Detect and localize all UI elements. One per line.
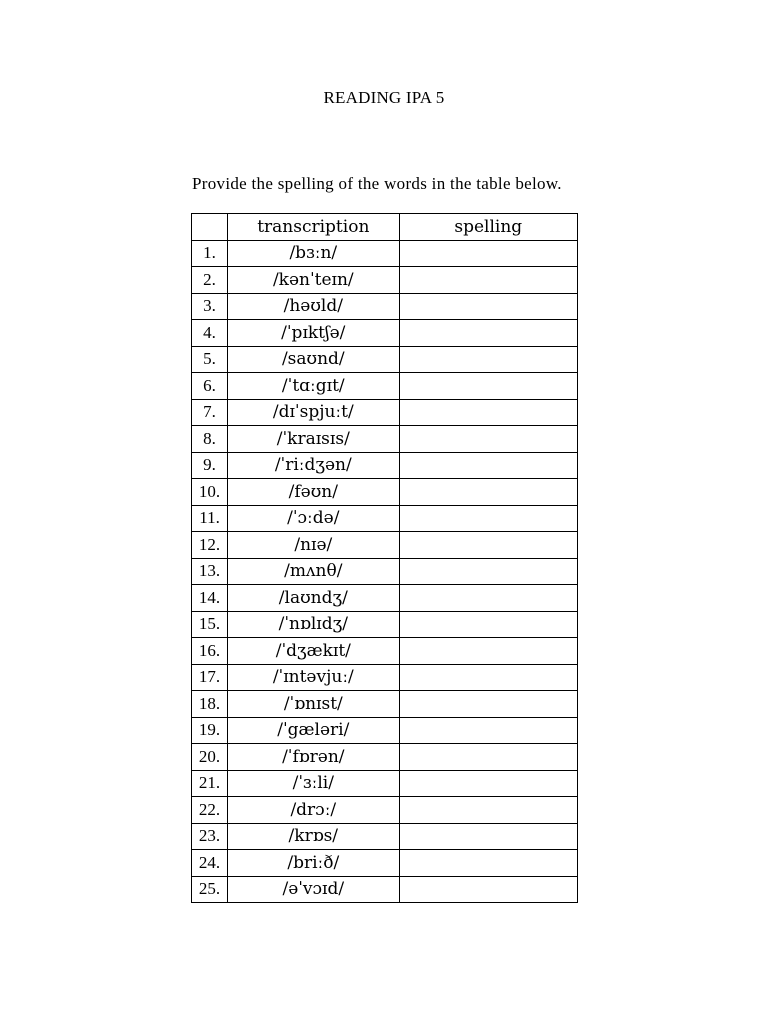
row-number: 6. xyxy=(192,373,228,400)
transcription-cell: /krɒs/ xyxy=(228,823,399,850)
spelling-cell[interactable] xyxy=(399,373,577,400)
transcription-cell: /ˈɒnɪst/ xyxy=(228,691,399,718)
table-row xyxy=(192,426,578,453)
transcription-cell: /ˈnɒlɪdʒ/ xyxy=(228,611,399,638)
row-number: 21. xyxy=(192,770,228,797)
instruction-text: Provide the spelling of the words in the table below. xyxy=(192,174,562,193)
table-row xyxy=(192,823,578,850)
table-row xyxy=(192,505,578,532)
spelling-cell[interactable] xyxy=(399,585,577,612)
transcription-cell: /ˈkraɪsɪs/ xyxy=(228,426,399,453)
table-row xyxy=(192,611,578,638)
table-row xyxy=(192,532,578,559)
row-number: 5. xyxy=(192,346,228,373)
transcription-cell: /nɪə/ xyxy=(228,532,399,559)
transcription-cell: /ˈpɪktʃə/ xyxy=(228,320,399,347)
row-number: 2. xyxy=(192,267,228,294)
spelling-cell[interactable] xyxy=(399,850,577,877)
table-row xyxy=(192,717,578,744)
transcription-cell: /ˈɪntəvjuː/ xyxy=(228,664,399,691)
spelling-cell[interactable] xyxy=(399,505,577,532)
spelling-cell[interactable] xyxy=(399,452,577,479)
transcription-cell: /saʊnd/ xyxy=(228,346,399,373)
row-number: 1. xyxy=(192,240,228,267)
row-number: 17. xyxy=(192,664,228,691)
transcription-cell: /drɔː/ xyxy=(228,797,399,824)
spelling-cell[interactable] xyxy=(399,240,577,267)
table-header-row xyxy=(192,214,578,241)
spelling-cell[interactable] xyxy=(399,797,577,824)
transcription-cell: /briːð/ xyxy=(228,850,399,877)
table-row xyxy=(192,373,578,400)
row-number: 4. xyxy=(192,320,228,347)
transcription-cell: /ˈgæləri/ xyxy=(228,717,399,744)
table-row xyxy=(192,797,578,824)
table-row xyxy=(192,664,578,691)
spelling-cell[interactable] xyxy=(399,293,577,320)
row-number: 16. xyxy=(192,638,228,665)
header-transcription: transcription xyxy=(228,214,399,241)
table-row xyxy=(192,876,578,903)
header-number xyxy=(192,214,228,241)
transcription-cell: /ˈɔːdə/ xyxy=(228,505,399,532)
row-number: 10. xyxy=(192,479,228,506)
table-row xyxy=(192,479,578,506)
row-number: 18. xyxy=(192,691,228,718)
transcription-cell: /ˈdʒækɪt/ xyxy=(228,638,399,665)
table-row xyxy=(192,452,578,479)
transcription-cell: /ˈfɒrən/ xyxy=(228,744,399,771)
transcription-cell: /kənˈteɪn/ xyxy=(228,267,399,294)
spelling-cell[interactable] xyxy=(399,611,577,638)
spelling-cell[interactable] xyxy=(399,426,577,453)
spelling-cell[interactable] xyxy=(399,717,577,744)
spelling-cell[interactable] xyxy=(399,479,577,506)
row-number: 19. xyxy=(192,717,228,744)
transcription-cell: /ˈriːdʒən/ xyxy=(228,452,399,479)
table-row xyxy=(192,770,578,797)
header-spelling: spelling xyxy=(399,214,577,241)
table-row xyxy=(192,850,578,877)
transcription-cell: /mʌnθ/ xyxy=(228,558,399,585)
table-row xyxy=(192,744,578,771)
table-row xyxy=(192,691,578,718)
transcription-cell: /dɪˈspjuːt/ xyxy=(228,399,399,426)
row-number: 12. xyxy=(192,532,228,559)
transcription-cell: /fəʊn/ xyxy=(228,479,399,506)
transcription-cell: /həʊld/ xyxy=(228,293,399,320)
spelling-cell[interactable] xyxy=(399,744,577,771)
spelling-cell[interactable] xyxy=(399,320,577,347)
row-number: 3. xyxy=(192,293,228,320)
spelling-cell[interactable] xyxy=(399,267,577,294)
transcription-cell: /bɜːn/ xyxy=(228,240,399,267)
spelling-cell[interactable] xyxy=(399,691,577,718)
row-number: 25. xyxy=(192,876,228,903)
row-number: 9. xyxy=(192,452,228,479)
row-number: 22. xyxy=(192,797,228,824)
transcription-cell: /ˈtɑːgɪt/ xyxy=(228,373,399,400)
row-number: 23. xyxy=(192,823,228,850)
table-row xyxy=(192,558,578,585)
row-number: 8. xyxy=(192,426,228,453)
row-number: 7. xyxy=(192,399,228,426)
transcription-cell: /ˈɜːli/ xyxy=(228,770,399,797)
row-number: 14. xyxy=(192,585,228,612)
spelling-cell[interactable] xyxy=(399,823,577,850)
spelling-cell[interactable] xyxy=(399,770,577,797)
row-number: 20. xyxy=(192,744,228,771)
row-number: 11. xyxy=(192,505,228,532)
spelling-cell[interactable] xyxy=(399,399,577,426)
spelling-cell[interactable] xyxy=(399,558,577,585)
table-row xyxy=(192,585,578,612)
row-number: 13. xyxy=(192,558,228,585)
row-number: 15. xyxy=(192,611,228,638)
table-body xyxy=(192,240,578,903)
table-row xyxy=(192,346,578,373)
spelling-cell[interactable] xyxy=(399,532,577,559)
spelling-cell[interactable] xyxy=(399,664,577,691)
table-row xyxy=(192,293,578,320)
table-row xyxy=(192,240,578,267)
row-number: 24. xyxy=(192,850,228,877)
spelling-cell[interactable] xyxy=(399,638,577,665)
table-row xyxy=(192,267,578,294)
table-row xyxy=(192,638,578,665)
transcription-cell: /əˈvɔɪd/ xyxy=(228,876,399,903)
transcription-cell: /laʊndʒ/ xyxy=(228,585,399,612)
spelling-cell[interactable] xyxy=(399,876,577,903)
table-row xyxy=(192,399,578,426)
ipa-table xyxy=(191,213,578,903)
spelling-cell[interactable] xyxy=(399,346,577,373)
table-row xyxy=(192,320,578,347)
page-title: READING IPA 5 xyxy=(323,88,445,107)
